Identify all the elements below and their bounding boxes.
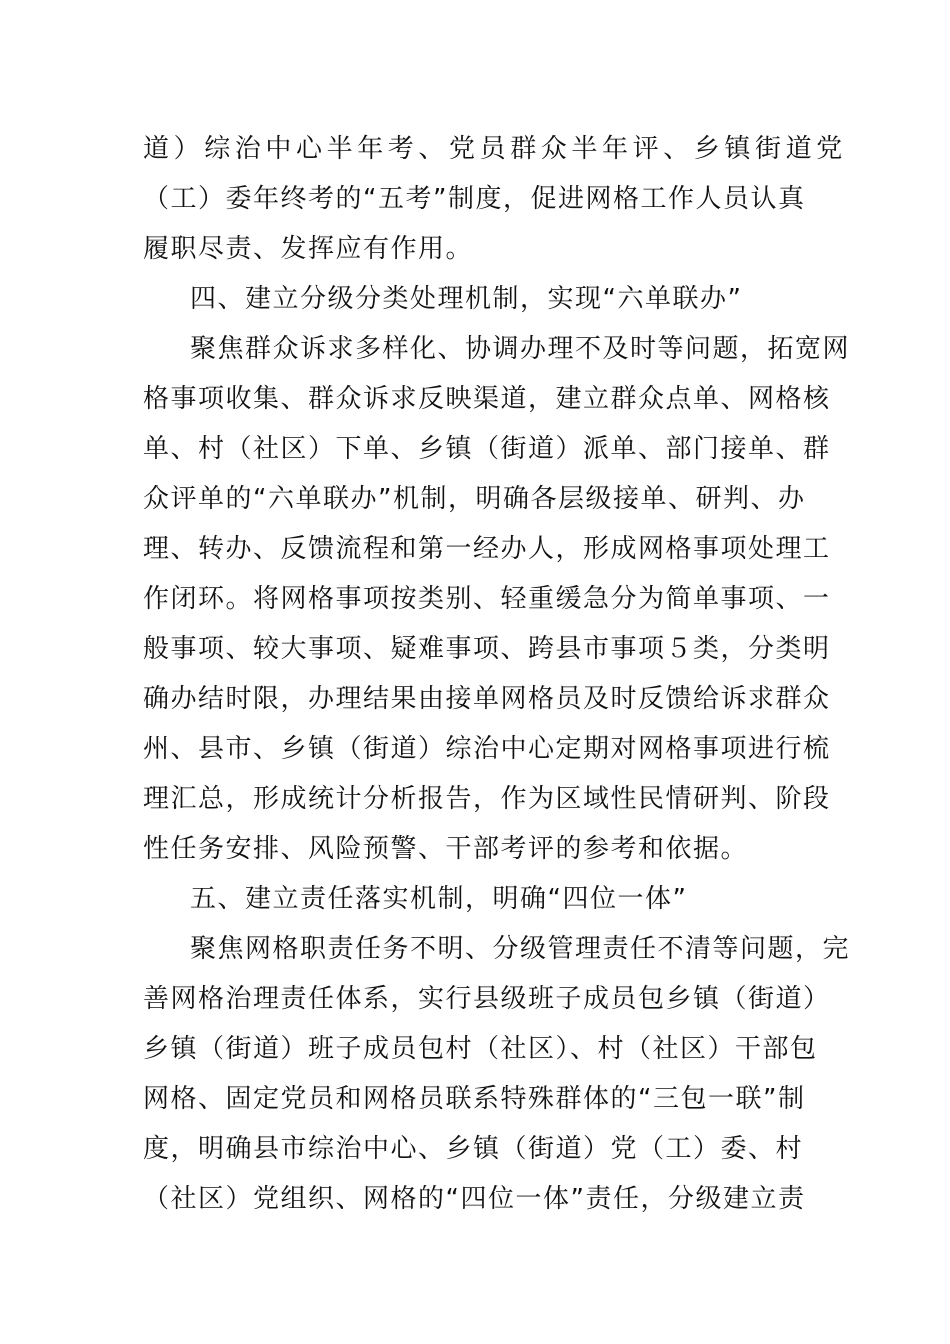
section-heading: 四、建立分级分类处理机制，实现“六单联办”	[190, 284, 743, 314]
section-heading: 五、建立责任落实机制，明确“四位一体”	[190, 884, 688, 914]
text-line: 理、转办、反馈流程和第一经办人，形成网格事项处理工	[143, 534, 831, 564]
text-line: 度，明确县市综治中心、乡镇（街道）党（工）委、村	[143, 1134, 804, 1164]
text-line: 善网格治理责任体系，实行县级班子成员包乡镇（街道）	[143, 984, 831, 1014]
text-line: 网格、固定党员和网格员联系特殊群体的“三包一联”制	[143, 1084, 806, 1114]
text-line: 乡镇（街道）班子成员包村（社区）、村（社区）干部包	[143, 1034, 818, 1064]
text-line: 确办结时限，办理结果由接单网格员及时反馈给诉求群众	[143, 684, 831, 714]
text-line: 聚焦群众诉求多样化、协调办理不及时等问题，拓宽网	[190, 334, 851, 364]
text-line: 作闭环。将网格事项按类别、轻重缓急分为简单事项、一	[143, 584, 831, 614]
text-line: 单、村（社区）下单、乡镇（街道）派单、部门接单、群	[143, 434, 831, 464]
text-line: 履职尽责、发挥应有作用。	[143, 234, 474, 264]
text-line: 道）综治中心半年考、党员群众半年评、乡镇街道党	[143, 134, 847, 164]
text-line: 性任务安排、风险预警、干部考评的参考和依据。	[143, 834, 749, 864]
text-line: 州、县市、乡镇（街道）综治中心定期对网格事项进行梳	[143, 734, 831, 764]
text-line: 理汇总，形成统计分析报告，作为区域性民情研判、阶段	[143, 784, 831, 814]
text-line: 般事项、较大事项、疑难事项、跨县市事项５类，分类明	[143, 634, 831, 664]
text-line: 众评单的“六单联办”机制，明确各层级接单、研判、办	[143, 484, 806, 514]
text-line: （工）委年终考的“五考”制度，促进网格工作人员认真	[143, 184, 806, 214]
text-line: 格事项收集、群众诉求反映渠道，建立群众点单、网格核	[143, 384, 831, 414]
text-line: （社区）党组织、网格的“四位一体”责任，分级建立责	[143, 1184, 806, 1214]
text-line: 聚焦网格职责任务不明、分级管理责任不清等问题，完	[190, 934, 851, 964]
